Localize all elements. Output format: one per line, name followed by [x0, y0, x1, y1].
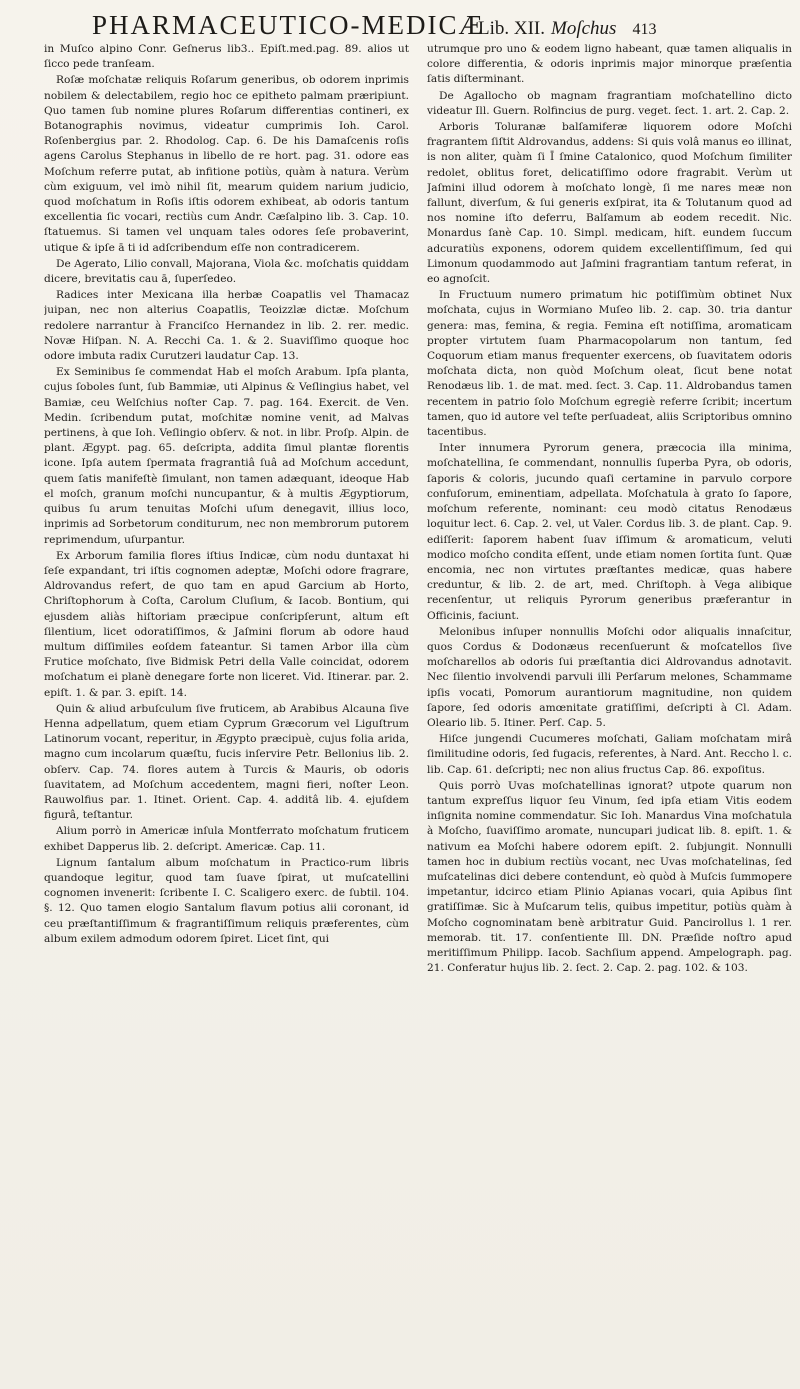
paragraph: Lignum ſantalum album moſchatum in Practico-rum libris quandoque legitur, quod tam ſuave ſpirat, ut muſcatellini cognomen invenerit: ſcribente I. C. Scaligero exerc. de ſubtil. 104. §. 12. Quo tamen elogio Santalum flavum potius alii coronant, id ceu præſtantiſſimum & fragrantiſſimum reliquis præferentes, cùm album exilem admodum odorem ſpiret. Licet ſint, qui [44, 856, 409, 945]
header-right [478, 18, 656, 40]
paragraph: Quis porrò Uvas moſchatellinas ignorat? utpote quarum non tantum expreſſus liquor ſeu Vinum, ſed ipſa etiam Vitis eodem inſignita nomine commendatur. Sic Ioh. Manardus Vina moſchatula à Moſcho, ſuaviſſimo aromate, nuncupari judicat lib. 8. epiſt. 1. & nativum ea Moſchi habere odorem epiſt. 2. ſubjungit. Nonnulli tamen hoc in dubium rectiùs vocant, nec Uvas moſchatelinas, ſed muſcatelinas dici debere contendunt, eò quòd à Muſcis ſummopere impetantur, idcirco etiam Plinio Apianas vocari, quia Apibus ſint gratiſſimæ. Sic à Muſcarum telis, quibus impetitur, potiùs quàm à Moſcho cognominatam benè arbitratur Guid. Pancirollus l. 1 rer. memorab. tit. 17. conſentiente Ill. DN. Præſide noſtro apud meritiſſimum Philipp. Iacob. Sachſium append. Ampelograph. pag. 21. Conferatur hujus lib. 2. ſect. 2. Cap. 2. pag. 102. & 103. [427, 779, 792, 975]
paragraph: De Agerato, Lilio convall, Majorana, Viola &c. moſchatis quiddam dicere, brevitatis cau ā, ſuperſedeo. [44, 257, 409, 286]
paragraph: Melonibus inſuper nonnullis Moſchi odor aliqualis innaſcitur, quos Cordus & Dodonæus recenſuerunt & moſcatellos ſive moſcharellos ab odoris ſui præſtantia dici Aldrovandus adnotavit. Nec ſilentio involvendi parvuli illi Perſarum melones, Schammame ipſis vocati, Pomorum aurantiorum magnitudine, non quidem ſapore, ſed odoris amœnitate gratiſſimi, deſcripti à Cl. Adam. Oleario lib. 5. Itiner. Perſ. Cap. 5. [427, 625, 792, 729]
paragraph: In Fructuum numero primatum hic potiſſimùm obtinet Nux moſchata, cujus in Wormiano Muſeo lib. 2. cap. 30. tria dantur genera: mas, femina, & regia. Femina eſt notiſſima, aromaticam propter virtutem ſuam Pharmacopolarum non tantum, ſed Coquorum etiam manus frequenter exercens, ob ſuavitatem odoris moſchata dicta, non quòd Moſchum oleat, ſicut bene notat Renodæus lib. 1. de mat. med. ſect. 3. Cap. 11. Aldrobandus tamen recentem in patrio ſolo Moſchum egregiè referre ſcribit; incertum tamen, quo id autore vel teſte perſuadeat, aliis Scriptoribus omnino tacentibus. [427, 289, 792, 439]
paragraph: Hiſce jungendi Cucumeres moſchati, Galiam moſchatam mirâ ſimilitudine odoris, ſed fugacis, referentes, à Nard. Ant. Reccho l. c. lib. Cap. 61. deſcripti; nec non alius fructus Cap. 86. expoſitus. [427, 733, 792, 776]
paragraph: Radices inter Mexicana illa herbæ Coapatlis vel Thamacaz juipan, nec non alterius Coapatlis, Teoizzlæ dictæ. Moſchum redolere narrantur à Franciſco Hernandez in lib. 2. rer. medic. Novæ Hiſpan. N. A. Recchi Ca. 1. & 2. Suaviſſimo quoque hoc odore imbuta radix Curutzeri laudatur Cap. 13. [44, 289, 409, 363]
paragraph: Inter innumera Pyrorum genera, præcocia illa minima, moſchatellina, ſe commendant, nonnullis ſuperba Pyra, ob odoris, ſaporis & coloris, jucundo quaſi certamine in parvulo corpore confuſorum, eminentiam, adpellata. Moſchatula à grato ſo ſapore, moſchum referente, nominant: ceu modò citatus Renodæus loquitur lect. 6. Cap. 2. vel, ut Valer. Cordus lib. 3. de plant. Cap. 9. ediſſerit: ſaporem habent ſuav iſſimum & aromaticum, veluti modico moſcho condita eſſent, unde etiam nomen ſortita ſunt. Quæ encomia, nec non virtutes præſtantes medicæ, quas habere creduntur, & lib. 2. de art, med. Chriſtoph. à Vega alibique recenſentur, ut reliquis Pyrorum generibus præferantur in Officinis, faciunt. [427, 442, 792, 622]
paragraph: Alium porrò in Americæ inſula Montferrato moſchatum fruticem exhibet Dapperus lib. 2. deſcript. Americæ. Cap. 11. [44, 825, 409, 853]
paragraph: Roſæ moſchatæ reliquis Roſarum generibus, ob odorem inprimis nobilem & delectabilem, regio hoc ce epitheto palmam præripiunt. Quo tamen ſub nomine plures Roſarum differentias contineri, ex Botanographis novimus, videatur cumprimis Ioh. Carol. Roſenbergius par. 2. Rhodolog. Cap. 6. De his Damaſcenis roſis agens Carolus Stephanus in libello de re hort. pag. 31. odore eas Moſchum referre putat, ab infitione potiùs, quàm à natura. Verùm cùm exiguum, vel imò nihil ſit, mearum quidem narium judicio, quod moſchatum in Roſis iſtis odorem exhibeat, ab odoris tantum excellentia ſic vocari, rectiùs cum Andr. Cæſalpino lib. 3. Cap. 10. ſtatuemus. Si tamen vel unquam tales odores ſeſe probaverint, utique & ipſe ā ti id adſcribendum eſſe non contradicerem. [44, 74, 409, 254]
page-number: 413 [632, 21, 657, 38]
paragraph: in Muſco alpino Conr. Geſnerus lib3.. Epiſt.med.pag. 89. alios ut ſicco pede tranſeam. [44, 43, 409, 71]
paragraph: Ex Arborum familia flores iſtius Indicæ, cùm nodu duntaxat hi ſeſe expandant, tri iſtis cognomen adeptæ, Moſchi odore fragrare, Aldrovandus refert, de quo tam en apud Garcium ab Horto, Chriſtophorum à Coſta, Carolum Cluſium, & Iacob. Bontium, qui ejusdem aliàs hiſtoriam præcipue conſcripſerunt, altum eſt ſilentium, licet odoratiſſimos, & Jaſmini florum ab odore haud multum diſſimiles eoſdem fateantur. Si tamen Arbor illa cùm Frutice moſchato, ſive Bidmisk Petri della Valle coincidat, odorem moſchatum ei planè denegare forte non liceret. Vid. Itinerar. par. 2. epiſt. 1. & par. 3. epiſt. 14. [44, 549, 409, 699]
section-title: Moſchus [551, 18, 617, 39]
paragraph: De Agallocho ob magnam fragrantiam moſchatellino dicto videatur Ill. Guern. Rolfincius de purg. veget. ſect. 1. art. 2. Cap. 2. [427, 89, 792, 117]
paragraph: Quin & aliud arbuſculum ſive fruticem, ab Arabibus Alcauna ſive Henna adpellatum, quem etiam Cyprum Græcorum vel Liguſtrum Latinorum vocant, reperitur, in Ægypto præcipuè, cujus folia arida, magno cum incolarum quæſtu, fucis inſervire Petr. Bellonius lib. 2. obſerv. Cap. 74. flores autem à Turcis & Mauris, ob odoris ſuavitatem, ad Moſchum accedentem, magni fieri, noſter Leon. Rauwolfius par. 1. Itinet. Orient. Cap. 4. additâ lib. 4. ejuſdem figurâ, teſtantur. [44, 702, 409, 822]
paragraph: utrumque pro uno & eodem ligno habeant, quæ tamen aliqualis in colore differentia, & odoris inprimis major minorque præſentia ſatis diſterminant. [427, 43, 792, 86]
right-column [427, 42, 792, 1370]
paragraph: Arboris Toluranæ balſamiferæ liquorem odore Moſchi fragrantem ſiſtit Aldrovandus, addens: Si quis volâ manus eo illinat, is non aliter, quàm ſi Ī ſmine Catalonico, quod Moſchum ſimiliter redolet, oblitus foret, delicatiſſimo odore fragrabit. Verùm ut Jaſmini illud odorem à moſchato longè, ſi me nares meæ non fallunt, diverſum, & ſui generis exſpirat, ita & Tolutanum quod ad nos nomine iſto deferru, Balſamum ab eodem recedit. Nic. Monardus ſanè Cap. 10. Simpl. medicam, hiſt. eundem ſuccum adcuratiùs exponens, odorem quidem excellentiſſimum, ſed qui Limonum quodammodo aut Jaſmini fragrantiam tantum referat, in eo agnoſcit. [427, 121, 792, 286]
running-title: PHARMACEUTICO-MEDICÆ [92, 10, 485, 40]
book-number: Lib. XII. [478, 18, 546, 39]
left-column [44, 42, 409, 1370]
text-columns [44, 42, 792, 1372]
paragraph: Ex Seminibus ſe commendat Hab el moſch Arabum. Ipſa planta, cujus ſoboles ſunt, ſub Bammiæ, uti Alpinus & Veſlingius habet, vel Bamiæ, ceu Welſchius noſter Cap. 7. pag. 164. Exercit. de Ven. Medin. ſcribendum putat, moſchitæ nomine venit, ad Malvas pertinens, à que Ioh. Veſlingio obſerv. & not. in libr. Proſp. Alpin. de plant. Ægypt. pag. 65. deſcripta, addita ſimul plantæ florentis icone. Ipſa autem ſpermata fragrantiâ ſuâ ad Moſchum accedunt, quem ſatis manifeſtè ſimulant, non tamen adæquant, ideoque Hab el moſch, granum moſchi nuncupantur, & à multis Ægyptiorum, quibus ſu arum tenuitas Moſchi uſum denegavit, illius loco, inprimis ad Sorbetorum conditurum, nec non membrorum putorem reprimendum, uſurpantur. [44, 366, 409, 546]
